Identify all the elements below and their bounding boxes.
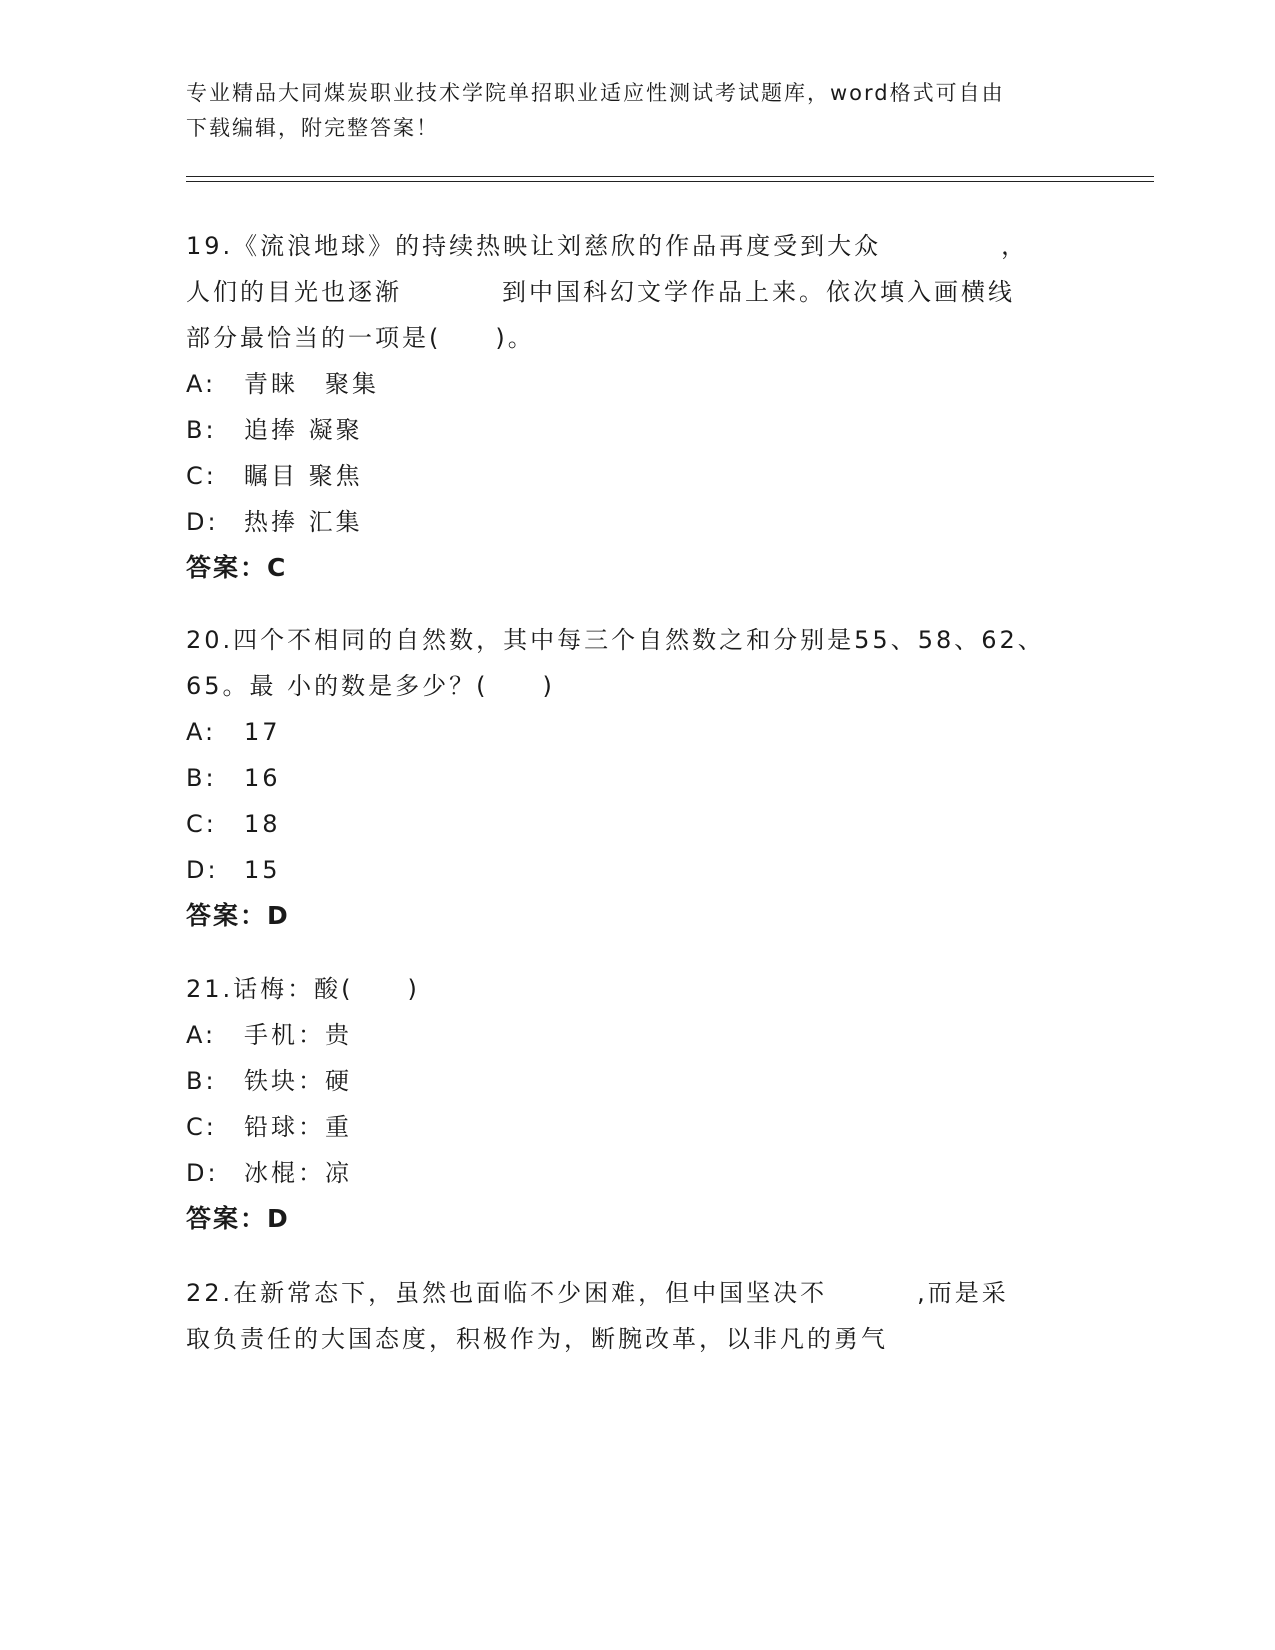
option-letter: C:: [186, 810, 217, 838]
question-19-text-b: ，: [1001, 232, 1029, 260]
option-letter: D:: [186, 856, 219, 884]
option-text: 热捧 汇集: [244, 508, 363, 536]
option-c: [186, 453, 1086, 499]
option-text: 15: [244, 856, 281, 884]
option-text: 铅球：重: [244, 1113, 352, 1141]
question-19: [186, 223, 1086, 591]
option-a: [186, 1012, 1086, 1058]
option-b: [186, 1058, 1086, 1104]
answer-20: 答案：D: [186, 901, 290, 930]
option-letter: D:: [186, 1159, 219, 1187]
option-text: 追捧 凝聚: [244, 416, 363, 444]
option-text: 16: [244, 764, 281, 792]
option-text: 18: [244, 810, 281, 838]
option-a: [186, 709, 1086, 755]
option-d: [186, 1150, 1086, 1196]
question-22-text-a: 22.在新常态下，虽然也面临不少困难，但中国坚决不: [186, 1279, 828, 1307]
question-19-line-2: [186, 269, 1086, 315]
option-letter: A:: [186, 370, 217, 398]
answer-21: 答案：D: [186, 1204, 290, 1233]
option-letter: A:: [186, 718, 217, 746]
question-22-line-2: 取负责任的大国态度，积极作为，断腕改革，以非凡的勇气: [186, 1325, 888, 1353]
question-19-line-3: 部分最恰当的一项是( )。: [186, 324, 535, 352]
option-text: 17: [244, 718, 281, 746]
option-letter: B:: [186, 416, 217, 444]
question-19-line-1: [186, 223, 1086, 269]
option-text: 铁块：硬: [244, 1067, 352, 1095]
option-c: [186, 801, 1086, 847]
answer-19: 答案：C: [186, 553, 288, 582]
option-c: [186, 1104, 1086, 1150]
question-21-line-1: 21.话梅：酸( ): [186, 975, 420, 1003]
question-19-text-d: 到中国科幻文学作品上来。依次填入画横线: [502, 278, 1015, 306]
option-text: 冰棍：凉: [244, 1159, 352, 1187]
header-divider-top: [186, 176, 1154, 177]
option-b: [186, 407, 1086, 453]
option-letter: A:: [186, 1021, 217, 1049]
option-d: [186, 499, 1086, 545]
question-22: [186, 1270, 1086, 1362]
question-22-text-b: ,而是采: [917, 1279, 1009, 1307]
question-19-text-c: 人们的目光也逐渐: [186, 278, 402, 306]
option-letter: C:: [186, 462, 217, 490]
question-19-text-a: 19.《流浪地球》的持续热映让刘慈欣的作品再度受到大众: [186, 232, 882, 260]
question-20: [186, 617, 1086, 939]
option-letter: D:: [186, 508, 219, 536]
question-20-line-1: 20.四个不相同的自然数，其中每三个自然数之和分别是55、58、62、: [186, 626, 1045, 654]
option-text: 青睐 聚集: [244, 370, 379, 398]
question-20-line-2: 65。最 小的数是多少？( ): [186, 672, 555, 700]
header-divider-bottom: [186, 181, 1154, 182]
option-text: 手机：贵: [244, 1021, 352, 1049]
question-22-line-1: [186, 1270, 1086, 1316]
option-text: 瞩目 聚焦: [244, 462, 363, 490]
option-d: [186, 847, 1086, 893]
page-header: [186, 76, 1066, 146]
option-a: [186, 361, 1086, 407]
option-letter: C:: [186, 1113, 217, 1141]
question-21: [186, 966, 1086, 1242]
option-b: [186, 755, 1086, 801]
header-line-1: 专业精品大同煤炭职业技术学院单招职业适应性测试考试题库，word格式可自由: [186, 81, 1005, 105]
option-letter: B:: [186, 764, 217, 792]
option-letter: B:: [186, 1067, 217, 1095]
header-line-2: 下载编辑，附完整答案！: [186, 116, 439, 140]
